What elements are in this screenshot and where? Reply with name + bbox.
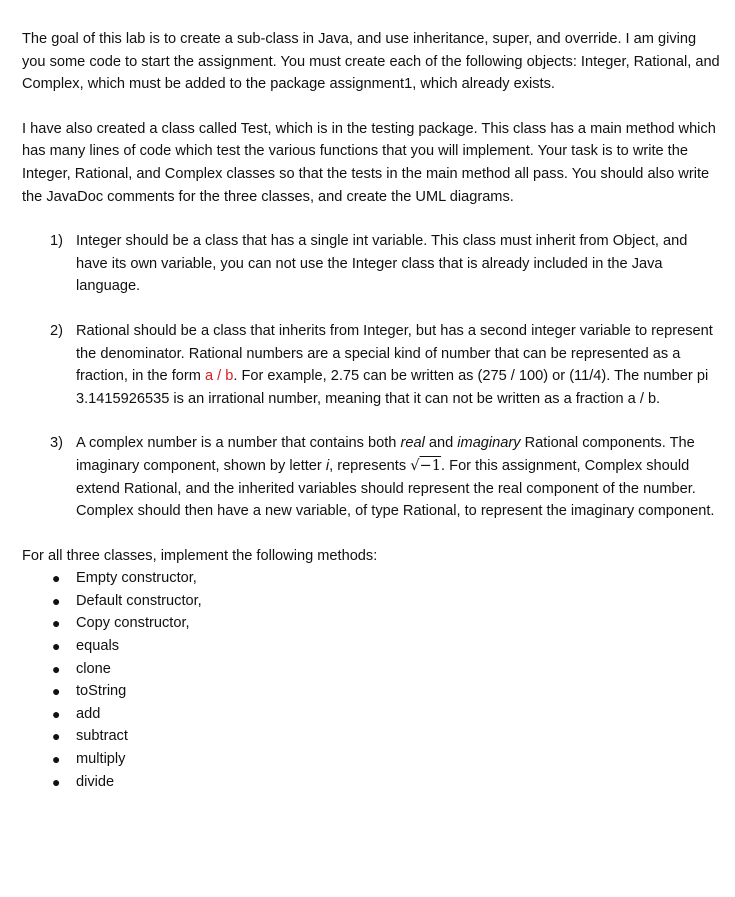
requirements-list <box>22 230 722 523</box>
bullet-icon: ● <box>52 773 61 790</box>
emphasis-real: real <box>400 435 425 452</box>
methods-list <box>22 567 722 793</box>
method-name: Empty constructor, <box>76 570 197 587</box>
item-text: Rational should be a class that inherits from Integer, but has a second integer variable to represent the denominator. Rational numbers are a special kind of number that can be represented as a fraction, in the form <box>76 322 713 385</box>
list-item <box>22 635 722 658</box>
list-item <box>22 703 722 726</box>
intro-paragraph-1: The goal of this lab is to create a sub-class in Java, and use inheritance, super, and override. I am giving you some code to start the assignment. You must create each of the following objects: Integer, Rational, and Complex, which must be added to the package assignment1, which already exists. <box>22 31 720 93</box>
list-item <box>22 567 722 590</box>
method-name: subtract <box>76 728 128 745</box>
list-item <box>22 612 722 635</box>
list-item <box>22 658 722 681</box>
method-name: toString <box>76 683 127 700</box>
item-text: A complex number is a number that contains both <box>76 435 401 452</box>
method-name: divide <box>76 773 115 790</box>
list-item-rational <box>22 320 722 410</box>
list-item-integer <box>22 230 722 298</box>
item-number: 1) <box>50 233 63 250</box>
bullet-icon: ● <box>52 592 61 609</box>
list-item <box>22 771 722 794</box>
sqrt-sign: √ <box>410 456 420 474</box>
item-text: and <box>424 435 458 452</box>
bullet-icon: ● <box>52 570 61 587</box>
item-number: 3) <box>50 435 63 452</box>
item-text: , represents <box>329 457 411 474</box>
bullet-icon: ● <box>52 638 61 655</box>
method-name: multiply <box>76 751 126 768</box>
sqrt-argument: −1 <box>419 456 442 474</box>
list-item <box>22 680 722 703</box>
emphasis-i: i <box>325 457 330 474</box>
item-number: 2) <box>50 322 63 339</box>
bullet-icon: ● <box>52 683 61 700</box>
list-item <box>22 748 722 771</box>
method-name: Default constructor, <box>76 592 202 609</box>
list-item <box>22 725 722 748</box>
bullet-icon: ● <box>52 705 61 722</box>
bullet-icon: ● <box>52 615 61 632</box>
list-item <box>22 590 722 613</box>
method-name: Copy constructor, <box>76 615 190 632</box>
list-item-complex <box>22 432 722 522</box>
bullet-icon: ● <box>52 660 61 677</box>
document-page <box>22 28 722 793</box>
item-text: . For example, 2.75 can be written as (275 / 100) or (11/4). The number pi 3.1415926535 is an irrational number, meaning that it can not be written as a fraction a / b. <box>76 368 709 407</box>
item-text: Rational components. The imaginary component, shown by letter <box>76 435 695 474</box>
item-text: . For this assignment, Complex should extend Rational, and the inherited variables should represent the real component of the number. Complex should then have a new variable, of type Rational, to represent the imaginary component. <box>76 457 715 520</box>
emphasis-imaginary: imaginary <box>457 435 521 452</box>
method-name: clone <box>76 660 111 677</box>
bullet-icon: ● <box>52 728 61 745</box>
methods-heading: For all three classes, implement the following methods: <box>22 547 378 564</box>
bullet-icon: ● <box>52 751 61 768</box>
intro-paragraph-2: I have also created a class called Test, which is in the testing package. This class has a main method which has many lines of code which test the various functions that you will implement. Your task is to write the Integer, Rational, and Complex classes so that the tests in the main method all pass. You should also write the JavaDoc comments for the three classes, and create the UML diagrams. <box>22 120 716 205</box>
fraction-highlight: a / b <box>204 368 234 385</box>
method-name: add <box>76 705 101 722</box>
item-text: Integer should be a class that has a single int variable. This class must inherit from Object, and have its own variable, you can not use the Integer class that is already included in the Java language. <box>76 233 688 295</box>
method-name: equals <box>76 638 120 655</box>
